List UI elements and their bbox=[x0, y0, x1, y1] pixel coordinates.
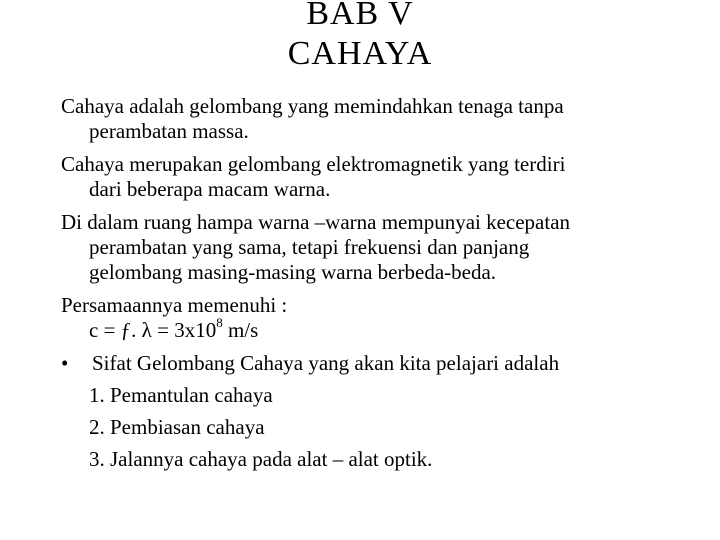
list-item-reflection: 1. Pemantulan cahaya bbox=[89, 383, 273, 407]
formula-unit: m/s bbox=[222, 318, 259, 342]
chapter-label: BAB V bbox=[306, 0, 414, 32]
paragraph-line: perambatan yang sama, tetapi frekuensi dan panjang bbox=[89, 235, 530, 259]
paragraph-line: perambatan massa. bbox=[89, 119, 249, 143]
chapter-title: CAHAYA bbox=[287, 35, 433, 72]
paragraph-line: Cahaya merupakan gelombang elektromagnetik yang terdiri bbox=[61, 152, 566, 176]
bullet-text: Sifat Gelombang Cahaya yang akan kita pelajari adalah bbox=[92, 351, 560, 375]
paragraph-line: dari beberapa macam warna. bbox=[89, 177, 331, 201]
paragraph-electromagnetic bbox=[61, 152, 701, 202]
paragraph-line: gelombang masing-masing warna berbeda-beda. bbox=[89, 260, 497, 284]
formula-equation bbox=[61, 315, 701, 343]
paragraph-definition bbox=[61, 94, 701, 144]
paragraph-line: Cahaya adalah gelombang yang memindahkan tenaga tanpa bbox=[61, 94, 564, 118]
formula-exponent: 8 bbox=[216, 315, 223, 330]
paragraph-formula bbox=[61, 293, 701, 343]
bullet-icon: • bbox=[61, 351, 69, 375]
slide-title bbox=[0, 0, 720, 74]
paragraph-vacuum-speed bbox=[61, 210, 701, 285]
formula-intro: Persamaannya memenuhi : bbox=[61, 293, 288, 317]
paragraph-line: Di dalam ruang hampa warna –warna mempunyai kecepatan bbox=[61, 210, 571, 234]
bullet-properties bbox=[61, 351, 701, 472]
formula-prefix: c = ƒ. λ = 3x10 bbox=[89, 318, 217, 342]
list-item-optics: 3. Jalannya cahaya pada alat – alat optik. bbox=[89, 447, 433, 471]
list-item-refraction: 2. Pembiasan cahaya bbox=[89, 415, 265, 439]
slide-body bbox=[61, 94, 701, 476]
